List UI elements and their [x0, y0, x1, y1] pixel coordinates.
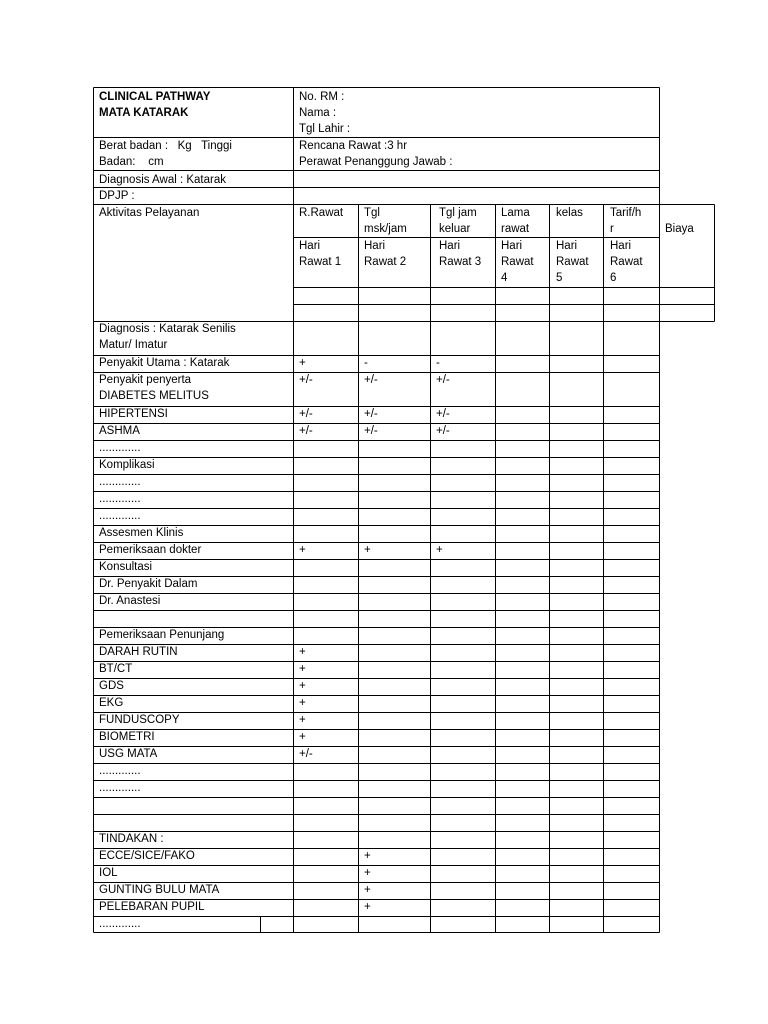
- row-2-label-line2: DIABETES MELITUS: [99, 390, 209, 402]
- row-17-label: DARAH RUTIN: [99, 646, 178, 658]
- hari-rawat-4-line2: Rawat: [501, 256, 534, 268]
- hari-rawat-1-line1: Hari: [299, 240, 321, 252]
- row-31-day2: +: [364, 884, 371, 896]
- hari-rawat-6-line2: Rawat: [610, 256, 643, 268]
- row-20-day1: +: [299, 697, 306, 709]
- row-1-day1: +: [299, 357, 306, 369]
- row-10-label: Assesmen Klinis: [99, 527, 184, 539]
- row-7-label: .............: [99, 476, 141, 488]
- row-1-day3: -: [436, 357, 440, 369]
- clinical-pathway-form: [93, 87, 715, 933]
- row-6-label: Komplikasi: [99, 459, 155, 471]
- hari-rawat-6-line1: Hari: [610, 240, 632, 252]
- row-0-label: Diagnosis : Katarak Senilis: [99, 323, 236, 335]
- row-3-day3: +/-: [436, 408, 450, 420]
- row-17-day1: +: [299, 646, 306, 658]
- hari-rawat-5-line1: Hari: [556, 240, 578, 252]
- row-19-day1: +: [299, 680, 306, 692]
- nama-field: Nama :: [299, 107, 337, 119]
- hari-rawat-6-line3: 6: [610, 272, 617, 284]
- row-30-label: IOL: [99, 867, 118, 879]
- rencana-rawat-field: Rencana Rawat :3 hr: [299, 140, 408, 152]
- row-25-label: .............: [99, 782, 141, 794]
- row-22-label: BIOMETRI: [99, 731, 155, 743]
- row-19-label: GDS: [99, 680, 124, 692]
- form-title-line2: MATA KATARAK: [99, 107, 189, 119]
- row-21-label: FUNDUSCOPY: [99, 714, 180, 726]
- lama-rawat-header-line2: rawat: [501, 223, 530, 235]
- r-rawat-header: R.Rawat: [299, 207, 344, 219]
- row-4-day3: +/-: [436, 425, 450, 437]
- perawat-field: Perawat Penanggung Jawab :: [299, 156, 453, 168]
- row-32-day2: +: [364, 901, 371, 913]
- aktivitas-header: Aktivitas Pelayanan: [99, 207, 200, 219]
- row-2-day1: +/-: [299, 374, 313, 386]
- row-11-label: Pemeriksaan dokter: [99, 544, 202, 556]
- row-4-day2: +/-: [364, 425, 378, 437]
- row-8-label: .............: [99, 493, 141, 505]
- hari-rawat-5-line3: 5: [556, 272, 563, 284]
- row-1-label: Penyakit Utama : Katarak: [99, 357, 230, 369]
- row-12-label: Konsultasi: [99, 561, 153, 573]
- row-18-day1: +: [299, 663, 306, 675]
- hari-rawat-4-line1: Hari: [501, 240, 523, 252]
- row-20-label: EKG: [99, 697, 124, 709]
- row-32-label: PELEBARAN PUPIL: [99, 901, 205, 913]
- berat-badan-line2: Badan: cm: [99, 156, 164, 168]
- hari-rawat-1-line2: Rawat 1: [299, 256, 342, 268]
- row-2-day2: +/-: [364, 374, 378, 386]
- row-0-label-line2: Matur/ Imatur: [99, 339, 168, 351]
- kelas-header: kelas: [556, 207, 583, 219]
- row-11-day2: +: [364, 544, 371, 556]
- row-9-label: .............: [99, 510, 141, 522]
- row-31-label: GUNTING BULU MATA: [99, 884, 220, 896]
- tgl-msk-header-line2: msk/jam: [364, 223, 407, 235]
- tgl-msk-header-line1: Tgl: [364, 207, 380, 219]
- tgl-lahir-field: Tgl Lahir :: [299, 123, 351, 135]
- dpjp-field: DPJP :: [99, 190, 135, 202]
- hari-rawat-5-line2: Rawat: [556, 256, 589, 268]
- tgl-keluar-header-line2: keluar: [439, 223, 471, 235]
- row-24-label: .............: [99, 765, 141, 777]
- berat-badan-line1: Berat badan : Kg Tinggi: [99, 140, 232, 152]
- row-29-label: ECCE/SICE/FAKO: [99, 850, 195, 862]
- row-13-label: Dr. Penyakit Dalam: [99, 578, 198, 590]
- row-2-label: Penyakit penyerta: [99, 374, 192, 386]
- hari-rawat-4-line3: 4: [501, 272, 508, 284]
- row-2-day3: +/-: [436, 374, 450, 386]
- hari-rawat-3-line2: Rawat 3: [439, 256, 482, 268]
- row-11-day1: +: [299, 544, 306, 556]
- row-16-label: Pemeriksaan Penunjang: [99, 629, 225, 641]
- form-title-line1: CLINICAL PATHWAY: [99, 91, 211, 103]
- row-28-label: TINDAKAN :: [99, 833, 164, 845]
- diagnosis-awal-field: Diagnosis Awal : Katarak: [99, 174, 226, 186]
- row-23-day1: +/-: [299, 748, 313, 760]
- hari-rawat-3-line1: Hari: [439, 240, 461, 252]
- row-3-day2: +/-: [364, 408, 378, 420]
- row-22-day1: +: [299, 731, 306, 743]
- hari-rawat-2-line2: Rawat 2: [364, 256, 407, 268]
- tarif-header-line2: r: [610, 223, 614, 235]
- hari-rawat-2-line1: Hari: [364, 240, 386, 252]
- row-1-day2: -: [364, 357, 368, 369]
- row-21-day1: +: [299, 714, 306, 726]
- no-rm-field: No. RM :: [299, 91, 345, 103]
- lama-rawat-header-line1: Lama: [501, 207, 530, 219]
- row-30-day2: +: [364, 867, 371, 879]
- row-23-label: USG MATA: [99, 748, 158, 760]
- row-3-label: HIPERTENSI: [99, 408, 168, 420]
- row-3-day1: +/-: [299, 408, 313, 420]
- row-11-day3: +: [436, 544, 443, 556]
- row-4-label: ASHMA: [99, 425, 140, 437]
- row-14-label: Dr. Anastesi: [99, 595, 161, 607]
- tgl-keluar-header-line1: Tgl jam: [439, 207, 477, 219]
- row-33-label: .............: [99, 918, 141, 930]
- row-5-label: .............: [99, 442, 141, 454]
- row-4-day1: +/-: [299, 425, 313, 437]
- row-29-day2: +: [364, 850, 371, 862]
- row-18-label: BT/CT: [99, 663, 133, 675]
- biaya-header: Biaya: [665, 223, 694, 235]
- tarif-header-line1: Tarif/h: [610, 207, 642, 219]
